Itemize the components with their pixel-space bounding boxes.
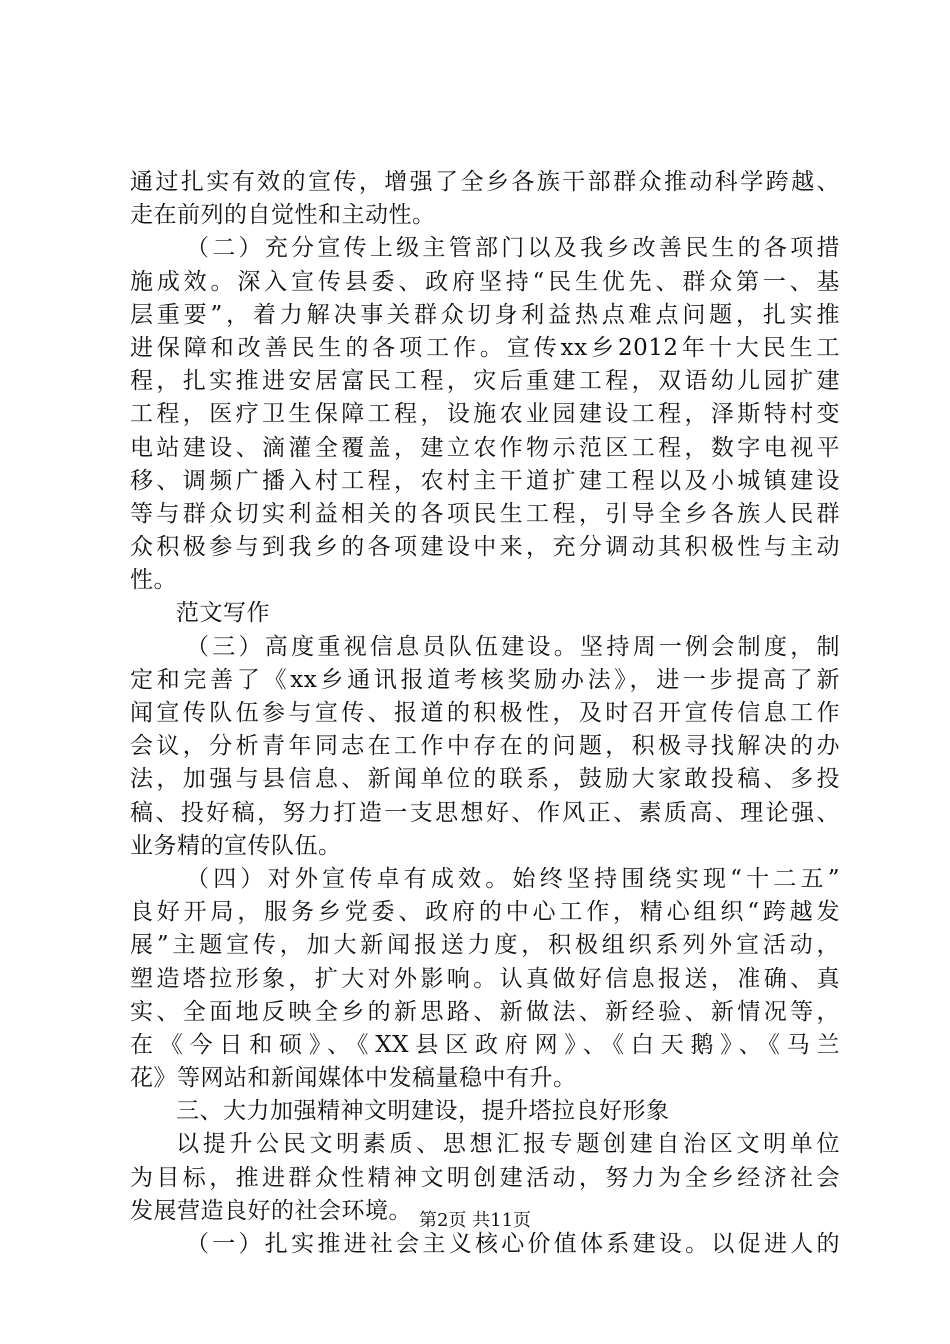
- body-line: 闻宣传队伍参与宣传、报道的积极性，及时召开宣传信息工作: [130, 700, 840, 726]
- body-line: （一）扎实推进社会主义核心价值体系建设。以促进人的: [186, 1231, 840, 1257]
- body-line: 稿、投好稿，努力打造一支思想好、作风正、素质高、理论强、: [130, 799, 840, 826]
- page-number-footer: 第2页 共11页: [418, 1210, 532, 1231]
- body-line: 工程，医疗卫生保障工程，设施农业园建设工程，泽斯特村变: [130, 401, 840, 428]
- section-label: 范文写作: [176, 600, 270, 627]
- body-line: （三）高度重视信息员队伍建设。坚持周一例会制度，制: [186, 633, 840, 660]
- body-line: 在《今日和硕》、《XX县区政府网》、《白天鹅》、《马兰: [130, 1031, 840, 1058]
- body-line: 电站建设、滴灌全覆盖，建立农作物示范区工程，数字电视平: [130, 434, 840, 461]
- body-line: （四）对外宣传卓有成效。始终坚持围绕实现“十二五”: [186, 865, 840, 892]
- section-heading: 三、大力加强精神文明建设，提升塔拉良好形象: [176, 1098, 670, 1125]
- body-line: 花》等网站和新闻媒体中发稿量稳中有升。: [130, 1065, 577, 1092]
- body-line: 程，扎实推进安居富民工程，灾后重建工程，双语幼儿园扩建: [130, 368, 840, 395]
- body-line: 等与群众切实利益相关的各项民生工程，引导全乡各族人民群: [130, 500, 840, 527]
- body-line: 层重要”，着力解决事关群众切身利益热点难点问题，扎实推: [130, 301, 840, 328]
- body-line: 塑造塔拉形象，扩大对外影响。认真做好信息报送，准确、真: [130, 965, 840, 992]
- body-line: 进保障和改善民生的各项工作。宣传xx乡2012年十大民生工: [130, 334, 840, 361]
- body-line: 走在前列的自觉性和主动性。: [130, 202, 436, 229]
- body-line: 通过扎实有效的宣传，增强了全乡各族干部群众推动科学跨越、: [130, 169, 840, 195]
- body-line: 业务精的宣传队伍。: [130, 832, 342, 859]
- body-line: 发展营造良好的社会环境。: [130, 1197, 412, 1224]
- body-line: 实、全面地反映全乡的新思路、新做法、新经验、新情况等，: [130, 998, 840, 1025]
- body-line: 移、调频广播入村工程，农村主干道扩建工程以及小城镇建设: [130, 467, 840, 494]
- body-line: 众积极参与到我乡的各项建设中来，充分调动其积极性与主动: [130, 534, 840, 561]
- document-body: [130, 166, 840, 1261]
- body-line: （二）充分宣传上级主管部门以及我乡改善民生的各项措: [186, 235, 840, 262]
- body-line: 法，加强与县信息、新闻单位的联系，鼓励大家敢投稿、多投: [130, 766, 840, 793]
- body-line: 定和完善了《xx乡通讯报道考核奖励办法》，进一步提高了新: [130, 666, 840, 693]
- body-line: 施成效。深入宣传县委、政府坚持“民生优先、群众第一、基: [130, 268, 840, 295]
- body-line: 为目标，推进群众性精神文明创建活动，努力为全乡经济社会: [130, 1164, 840, 1191]
- body-line: 以提升公民文明素质、思想汇报专题创建自治区文明单位: [176, 1131, 840, 1158]
- body-line: 展”主题宣传，加大新闻报送力度，积极组织系列外宣活动，: [130, 932, 840, 959]
- body-line: 会议，分析青年同志在工作中存在的问题，积极寻找解决的办: [130, 733, 840, 760]
- body-line: 性。: [130, 567, 177, 594]
- body-line: 良好开局，服务乡党委、政府的中心工作，精心组织“跨越发: [130, 899, 840, 926]
